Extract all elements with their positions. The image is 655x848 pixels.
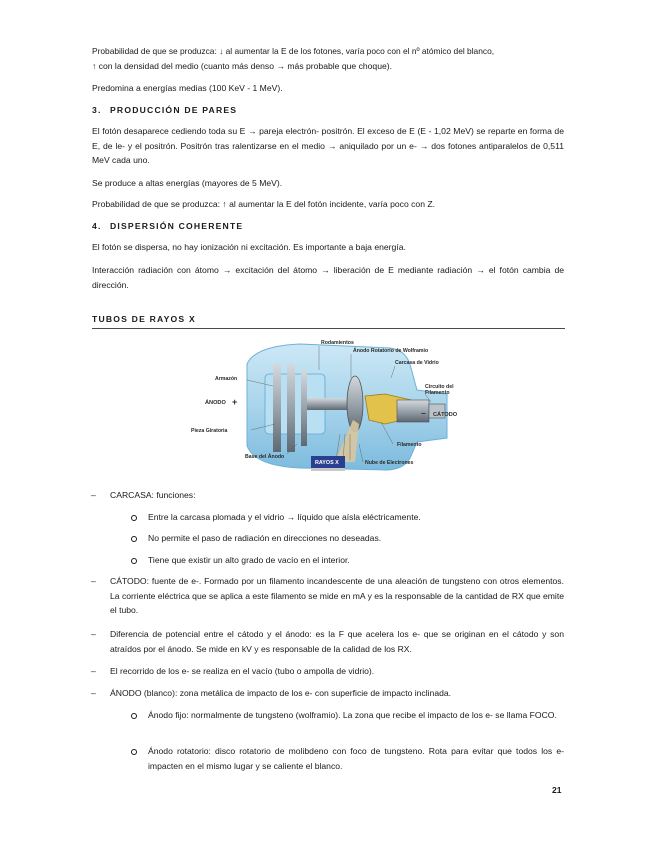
rotor-post-2 bbox=[287, 364, 295, 452]
page-number: 21 bbox=[552, 785, 562, 795]
sub-item-anodo-fijo: Ánodo fijo: normalmente de tungsteno (wolframio). La zona que recibe el impacto de los e- se llama FOCO. bbox=[148, 708, 564, 723]
rotor-post-3 bbox=[301, 370, 307, 446]
label-circuito-1: Circuito del bbox=[425, 384, 454, 390]
label-circuito-2: Filamento bbox=[425, 390, 450, 396]
label-pieza-giratoria: Pieza Giratoria bbox=[191, 428, 228, 434]
label-plus: + bbox=[232, 397, 238, 407]
list-item-catodo: – CÁTODO: fuente de e-. Formado por un filamento incandescente de una aleación de tungsteno con otros elementos. La corriente eléctrica que se aplica a este filamento se mide en mA y es la responsable de la cantidad de RX que emite el tubo. bbox=[91, 576, 564, 616]
xray-tube-figure bbox=[185, 334, 475, 479]
paragraph-probability-compton: Probabilidad de que se produzca: ↓ al aumentar la E de los fotones, varía poco con el nº atómico del blanco, ↑ con la densidad del medio (cuanto más denso → más probable que choque). bbox=[92, 46, 495, 71]
dash-icon: – bbox=[91, 576, 96, 586]
paragraph-pares-3: Probabilidad de que se produzca: ↑ al aumentar la E del fotón incidente, varía poco con Z. bbox=[92, 199, 436, 209]
rotor-post-1 bbox=[273, 364, 281, 452]
label-nube-electrones: Nube de Electrones bbox=[365, 460, 414, 466]
heading-produccion-pares: 3. PRODUCCIÓN DE PARES bbox=[92, 105, 238, 115]
paragraph-coherente-2: Interacción radiación con átomo → excitación del átomo → liberación de E mediante radiación → el fotón cambia de dirección. bbox=[92, 265, 564, 290]
label-rodamientos: Rodamientos bbox=[321, 340, 354, 346]
label-anodo-rotatorio: Ánodo Rotatorio de Wolframio bbox=[353, 348, 429, 354]
dash-icon: – bbox=[91, 688, 96, 698]
bullet-circle-icon bbox=[131, 515, 137, 521]
heading-dispersion-coherente: 4. DISPERSIÓN COHERENTE bbox=[92, 221, 244, 231]
label-minus: − bbox=[421, 409, 426, 418]
label-carcasa-vidrio: Carcasa de Vidrio bbox=[395, 360, 439, 366]
label-rayos-x: RAYOS X bbox=[315, 460, 339, 466]
heading-tubos-rayos-x: TUBOS DE RAYOS X bbox=[92, 313, 565, 329]
sub-item-anodo-rotatorio: Ánodo rotatorio: disco rotatorio de molibdeno con foco de tungsteno. Rota para evitar que todos los e- impacten en el mismo lugar y se caliente el blanco. bbox=[148, 744, 564, 773]
dash-icon: – bbox=[91, 629, 96, 639]
paragraph-pares-1: El fotón desaparece cediendo toda su E → pareja electrón- positrón. El exceso de E (E - 1,02 MeV) se reparte en forma de E, de le- y el positrón. Positrón tras ralentizarse en el medio → aniquilado por un e- → dos fotones antiparalelos de 0,511 MeV cada uno. bbox=[92, 126, 564, 166]
anode-shaft bbox=[307, 398, 353, 410]
list-item-anodo: – ÁNODO (blanco): zona metálica de impacto de los e- con superficie de impacto inclinada. bbox=[110, 686, 564, 701]
list-item-carcasa: – CARCASA: funciones: bbox=[110, 488, 564, 503]
label-catodo: CÁTODO bbox=[433, 412, 458, 418]
sub-item-carcasa-3: Tiene que existir un alto grado de vacío en el interior. bbox=[148, 553, 564, 568]
label-filamento: Filamento bbox=[397, 442, 422, 448]
sub-item-carcasa-2: No permite el paso de radiación en direcciones no deseadas. bbox=[148, 531, 564, 546]
bullet-circle-icon bbox=[131, 536, 137, 542]
list-item-diferencia-potencial: – Diferencia de potencial entre el cátodo y el ánodo: es la F que acelera los e- que se originan en el cátodo y son atraídos por el ánodo. Se mide en kV y es responsable de la calidad de los RX. bbox=[91, 629, 564, 654]
dash-icon: – bbox=[91, 490, 96, 500]
sub-item-carcasa-1: Entre la carcasa plomada y el vidrio → líquido que aísla eléctricamente. bbox=[148, 510, 564, 525]
paragraph-pares-2: Se produce a altas energías (mayores de 5 MeV). bbox=[92, 178, 283, 188]
label-armazon: Armazón bbox=[215, 376, 238, 382]
bullet-circle-icon bbox=[131, 713, 137, 719]
paragraph-coherente-1: El fotón se dispersa, no hay ionización ni excitación. Es importante a baja energía. bbox=[92, 242, 406, 252]
label-anodo: ÁNODO bbox=[205, 400, 226, 406]
bullet-circle-icon bbox=[131, 749, 137, 755]
paragraph-predomina: Predomina a energías medias (100 KeV - 1 MeV). bbox=[92, 83, 283, 93]
dash-icon: – bbox=[91, 666, 96, 676]
label-base-anodo: Base del Ánodo bbox=[245, 454, 285, 460]
list-item-recorrido: – El recorrido de los e- se realiza en el vacío (tubo o ampolla de vidrio). bbox=[110, 664, 564, 679]
bullet-circle-icon bbox=[131, 558, 137, 564]
